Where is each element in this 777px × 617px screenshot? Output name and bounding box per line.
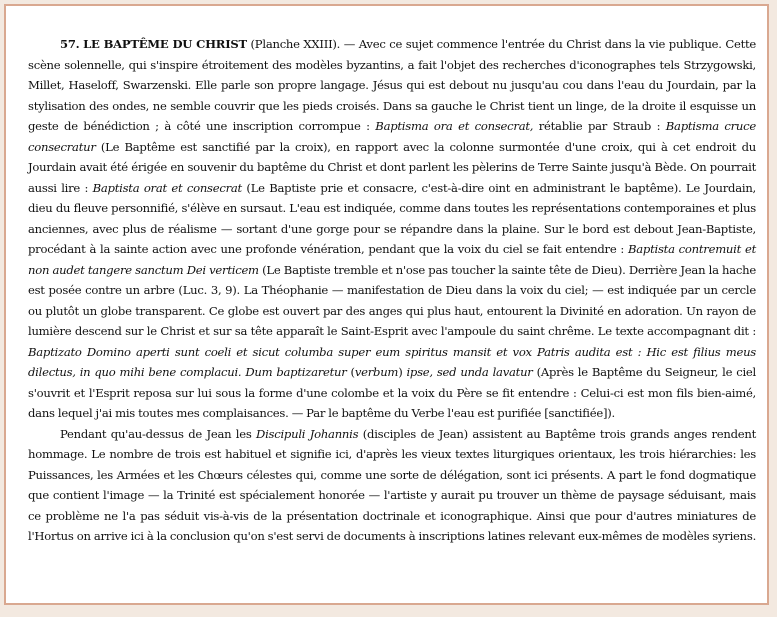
latin-term: Discipuli Johannis	[256, 426, 359, 441]
document-page	[4, 4, 769, 605]
text-span: — Avec ce sujet commence l'entrée du Christ dans la vie publique. Cette scène solennelle, qui s'inspire étroitement des modèles byzantins, a fait l'objet des recherches d'iconographes tels Strzygowski, Millet, Haseloff, Swarzenski. Elle parle son propre langage. Jésus qui est debout nu jusqu'au cou dans l'eau du Jourdain, par la stylisation des ondes, ne semble couvrir que les pieds croisés. Dans sa gauche le Christ tient un linge, de la droite il esquisse un geste de bénédiction ; à côté une inscription corrompue :	[28, 37, 757, 133]
latin-inscription: Baptista orat et consecrat	[92, 180, 242, 195]
text-span: rétablie par Straub :	[533, 119, 666, 133]
text-span: Pendant qu'au-dessus de Jean les	[60, 426, 257, 441]
latin-word: verbum	[354, 365, 399, 379]
plate-reference: (Planche XXIII).	[250, 37, 341, 51]
latin-inscription: Baptista contremuit et non audet tangere sanctum Dei verticem	[28, 242, 756, 277]
text-span: )	[398, 365, 407, 379]
paragraph-1	[28, 34, 756, 424]
text-span: (	[346, 365, 355, 379]
text-span: (Le Baptiste prie et consacre, c'est-à-dire oint en administrant le baptême). Le Jourdain, dieu du fleuve personnifié, s'élève en sursaut. L'eau est indiquée, comme dans toutes les représentations contemporaines et plus anciennes, avec plus de réalisme — sortant d'une gorge pour se répandre dans la plaine. Sur le bord est debout Jean-Baptiste, procédant à la sainte action avec une profonde vénération, pendant que la voix du ciel se fait entendre :	[28, 180, 756, 256]
text-span: (Le Baptême est sanctifié par la croix), en rapport avec la colonne surmontée d'une croix, qui à cet endroit du Jourdain avait été érigée en souvenir du baptême du Christ et dont parlent les pèlerins de Terre Sainte jusqu'à Bède. On pourrait aussi lire :	[28, 139, 756, 195]
latin-inscription: Baptisma cruce consecratur	[28, 119, 756, 154]
latin-inscription: ipse, sed unda lavatur	[406, 365, 533, 379]
text-span: (Après le Baptême du Seigneur, le ciel s'ouvrit et l'Esprit reposa sur lui sous la forme d'une colombe et la voix du Père se fit entendre : Celui-ci est mon fils bien-aimé, dans lequel j'ai mis toutes mes complaisances. — Par le baptême du Verbe l'eau est purifiée [sanctifiée]).	[28, 365, 756, 420]
text-span: (disciples de Jean) assistent au Baptême trois grands anges rendent hommage. Le nombre de trois est habituel et signifie ici, d'après les vieux textes liturgiques orientaux, les trois hiérarchies: les Puissances, les Armées et les Chœurs célestes qui, comme une sorte de délégation, sont ici présents. A part le fond dogmatique que contient l'image — la Trinité est spécialement honorée — l'artiste y aurait pu trouver un thème de paysage séduisant, mais ce problème ne l'a pas séduit vis-à-vis de la présentation doctrinale et iconographique. Ainsi que pour d'autres miniatures de l'Hortus on arrive ici à la conclusion qu'on s'est servi de documents à inscriptions latines relevant eux-mêmes de modèles syriens.	[28, 426, 757, 543]
article-heading: LE BAPTÊME DU CHRIST	[83, 37, 247, 51]
paragraph-2	[28, 424, 756, 547]
latin-inscription: Baptisma ora et consecrat,	[375, 119, 534, 133]
article-number: 57.	[60, 37, 80, 51]
latin-inscription: Baptizato Domino aperti sunt coeli et sicut columba super eum spiritus mansit et vox Patris audita est : Hic est filius meus dilectus, in quo mihi bene complacui. Dum baptizaretur	[28, 344, 756, 379]
text-span: (Le Baptiste tremble et n'ose pas toucher la sainte tête de Dieu). Derrière Jean la hache est posée contre un arbre (Luc. 3, 9). La Théophanie — manifestation de Dieu dans la voix du ciel; — est indiquée par un cercle ou plutôt un globe transparent. Ce globe est ouvert par des anges qui plus haut, entourent la Divinité en adoration. Un rayon de lumière descend sur le Christ et sur sa tête apparaît le Saint-Esprit avec l'ampoule du saint chrême. Le texte accompagnant dit :	[28, 262, 757, 338]
article-body	[28, 34, 756, 547]
